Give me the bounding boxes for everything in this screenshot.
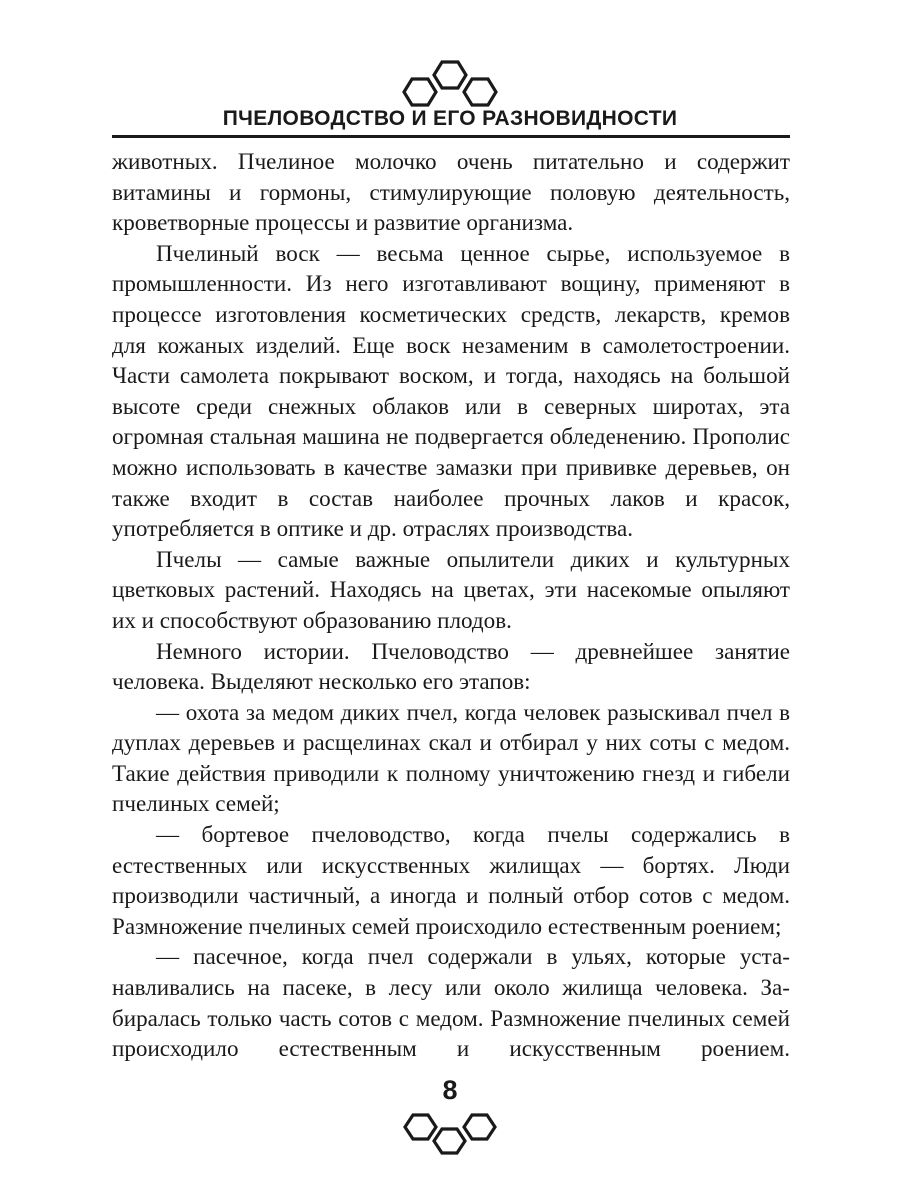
paragraph: Пчелиный воск — весьма ценное сырье, используемое в промышленности. Из него изготавливают вощину, применяют в процессе изготовления косметических средств, лекарств, кремов для кожаных изделий. Еще воск незаменим в самолетостроении. Части самолета покрывают воском, и тогда, находясь на большой высоте среди снежных облаков или в северных широтах, эта огромная стальная машина не подвергается обледенению. Прополис можно использовать в качестве замазки при прививке деревьев, он также входит в состав наиболее прочных лаков и красок, употребляется в оптике и др. отраслях производства. xyxy=(112,239,790,542)
paragraph: Немного истории. Пчеловодство — древнейшее занятие человека. Выделяют несколько его этапов: xyxy=(112,637,790,695)
paragraph: животных. Пчелиное молочко очень питательно и содержит витамины и гормоны, стимулирующие половую деятельность, кроветворные процессы и развитие организма. xyxy=(112,148,790,236)
page-number: 8 xyxy=(442,1075,458,1105)
list-item: — бортевое пчеловодство, когда пчелы содержались в естественных или искусственных жилищах — бортях. Люди производили частичный, а иногда и полный отбор сотов с медом. Размножение пчелиных семей происходило естественным роением; xyxy=(112,821,790,939)
header-divider xyxy=(112,135,790,138)
running-head-title: ПЧЕЛОВОДСТВО И ЕГО РАЗНОВИДНОСТИ xyxy=(222,107,678,130)
paragraph: Пчелы — самые важные опылители диких и культурных цветковых растений. Находясь на цветах, эти насекомые опыляют их и способствуют образованию плодов. xyxy=(112,545,790,633)
list-item: — охота за медом диких пчел, когда человек разыскивал пчел в дуплах деревьев и расщелинах скал и отбирал у них соты с медом. Такие действия приводили к полному уничтожению гнезд и гибели пчелиных семей; xyxy=(112,698,790,817)
footer-honeycomb-icon xyxy=(400,1108,500,1170)
list-item: — пасечное, когда пчел содержали в ульях, которые устанавливались на пасеке, в лесу или около жилища человека. Забиралась только часть сотов с медом. Размножение пчелиных семей происходило естественным и искусственным роением. xyxy=(112,943,790,1062)
page-body xyxy=(112,146,790,1064)
header-honeycomb-icon xyxy=(395,58,505,108)
